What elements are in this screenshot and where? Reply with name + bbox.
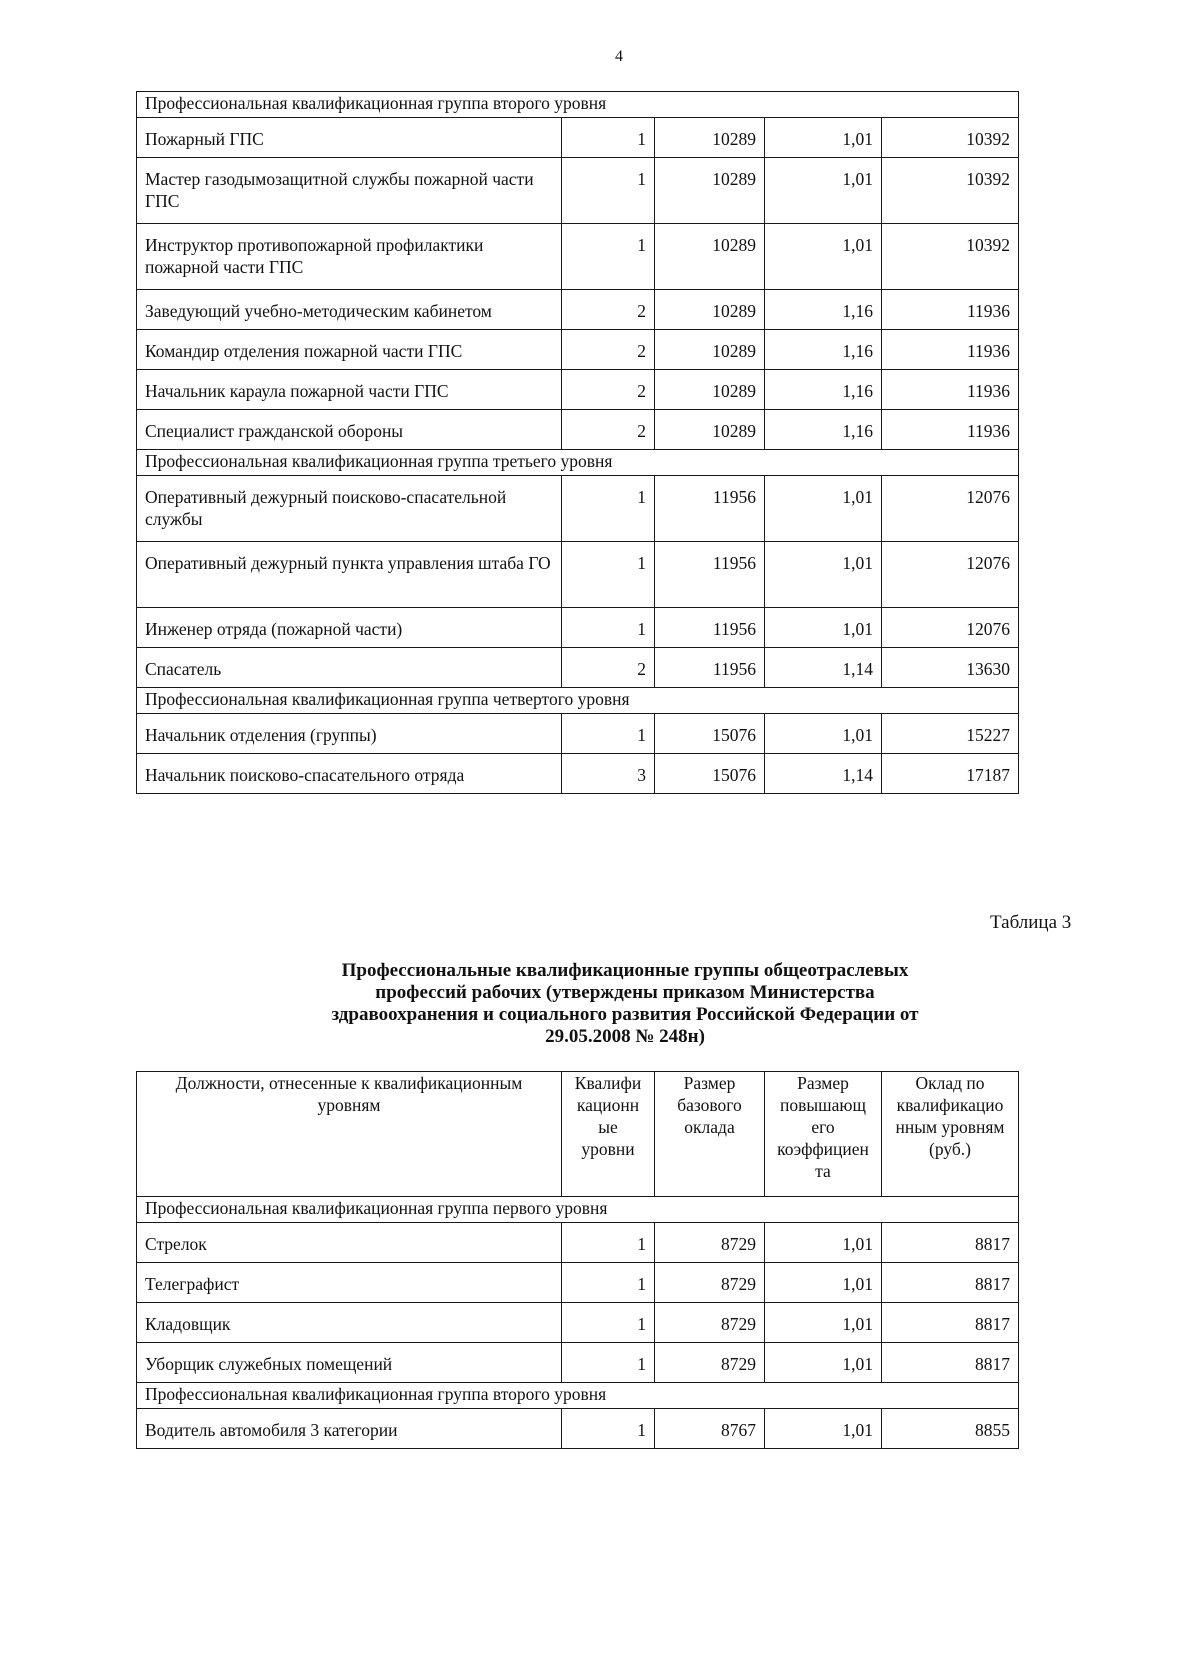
salary-by-level: 8817 xyxy=(882,1343,1019,1383)
position-name: Мастер газодымозащитной службы пожарной части ГПС xyxy=(137,158,562,224)
position-name: Командир отделения пожарной части ГПС xyxy=(137,330,562,370)
coefficient: 1,01 xyxy=(765,1343,882,1383)
group-title: Профессиональная квалификационная группа второго уровня xyxy=(137,1383,1019,1409)
group-header-row xyxy=(137,1383,1019,1409)
salary-table-continued xyxy=(136,91,1019,794)
qualification-level: 1 xyxy=(562,1303,655,1343)
base-salary: 8729 xyxy=(655,1263,765,1303)
group-header-row xyxy=(137,92,1019,118)
base-salary: 10289 xyxy=(655,410,765,450)
base-salary: 8767 xyxy=(655,1409,765,1449)
salary-by-level: 11936 xyxy=(882,410,1019,450)
table-row xyxy=(137,1343,1019,1383)
salary-by-level: 8817 xyxy=(882,1223,1019,1263)
qualification-level: 1 xyxy=(562,224,655,290)
base-salary: 11956 xyxy=(655,542,765,608)
table-row xyxy=(137,224,1019,290)
base-salary: 8729 xyxy=(655,1303,765,1343)
coefficient: 1,01 xyxy=(765,542,882,608)
position-name: Инструктор противопожарной профилактики пожарной части ГПС xyxy=(137,224,562,290)
page-number: 4 xyxy=(615,48,623,65)
base-salary: 10289 xyxy=(655,370,765,410)
qualification-level: 1 xyxy=(562,1343,655,1383)
position-name: Начальник поисково-спасательного отряда xyxy=(137,754,562,794)
salary-by-level: 8855 xyxy=(882,1409,1019,1449)
base-salary: 10289 xyxy=(655,290,765,330)
workers-salary-table xyxy=(136,1071,1019,1449)
header-coefficient: Размер повышающ его коэффициен та xyxy=(765,1072,882,1197)
table-caption: Профессиональные квалификационные группы общеотраслевых профессий рабочих (утверждены приказом Министерства здравоохранения и социального развития Российской Федерации от 29.05.2008 № 248н) xyxy=(331,960,919,1047)
coefficient: 1,01 xyxy=(765,158,882,224)
table-row xyxy=(137,714,1019,754)
position-name: Пожарный ГПС xyxy=(137,118,562,158)
qualification-level: 2 xyxy=(562,648,655,688)
workers-salary-table-body xyxy=(137,1197,1019,1449)
table-row xyxy=(137,158,1019,224)
table-row xyxy=(137,410,1019,450)
position-name: Начальник караула пожарной части ГПС xyxy=(137,370,562,410)
salary-by-level: 17187 xyxy=(882,754,1019,794)
coefficient: 1,01 xyxy=(765,1303,882,1343)
base-salary: 8729 xyxy=(655,1343,765,1383)
group-title: Профессиональная квалификационная группа первого уровня xyxy=(137,1197,1019,1223)
base-salary: 10289 xyxy=(655,118,765,158)
coefficient: 1,01 xyxy=(765,118,882,158)
table-row xyxy=(137,1223,1019,1263)
qualification-level: 2 xyxy=(562,370,655,410)
position-name: Стрелок xyxy=(137,1223,562,1263)
salary-by-level: 11936 xyxy=(882,330,1019,370)
qualification-level: 1 xyxy=(562,1409,655,1449)
salary-by-level: 12076 xyxy=(882,476,1019,542)
table-row xyxy=(137,476,1019,542)
coefficient: 1,16 xyxy=(765,290,882,330)
base-salary: 10289 xyxy=(655,330,765,370)
group-header-row xyxy=(137,450,1019,476)
qualification-level: 1 xyxy=(562,476,655,542)
qualification-level: 1 xyxy=(562,1263,655,1303)
position-name: Водитель автомобиля 3 категории xyxy=(137,1409,562,1449)
coefficient: 1,01 xyxy=(765,1223,882,1263)
base-salary: 10289 xyxy=(655,158,765,224)
base-salary: 8729 xyxy=(655,1223,765,1263)
position-name: Начальник отделения (группы) xyxy=(137,714,562,754)
salary-by-level: 8817 xyxy=(882,1263,1019,1303)
table-row xyxy=(137,1409,1019,1449)
position-name: Заведующий учебно-методическим кабинетом xyxy=(137,290,562,330)
base-salary: 11956 xyxy=(655,608,765,648)
header-base-salary: Размер базового оклада xyxy=(655,1072,765,1197)
salary-by-level: 10392 xyxy=(882,224,1019,290)
table-row xyxy=(137,648,1019,688)
coefficient: 1,16 xyxy=(765,330,882,370)
group-header-row xyxy=(137,1197,1019,1223)
qualification-level: 3 xyxy=(562,754,655,794)
base-salary: 15076 xyxy=(655,754,765,794)
group-title: Профессиональная квалификационная группа третьего уровня xyxy=(137,450,1019,476)
qualification-level: 1 xyxy=(562,118,655,158)
table-row xyxy=(137,754,1019,794)
table-header-row xyxy=(137,1072,1019,1197)
salary-by-level: 8817 xyxy=(882,1303,1019,1343)
salary-by-level: 12076 xyxy=(882,542,1019,608)
table-row xyxy=(137,290,1019,330)
salary-by-level: 12076 xyxy=(882,608,1019,648)
qualification-level: 1 xyxy=(562,608,655,648)
header-salary-by-level: Оклад по квалификацио нным уровням (руб.) xyxy=(882,1072,1019,1197)
position-name: Уборщик служебных помещений xyxy=(137,1343,562,1383)
position-name: Телеграфист xyxy=(137,1263,562,1303)
position-name: Спасатель xyxy=(137,648,562,688)
base-salary: 15076 xyxy=(655,714,765,754)
position-name: Оперативный дежурный поисково-спасательной службы xyxy=(137,476,562,542)
table-row xyxy=(137,330,1019,370)
group-header-row xyxy=(137,688,1019,714)
coefficient: 1,01 xyxy=(765,1409,882,1449)
table-row xyxy=(137,1263,1019,1303)
position-name: Специалист гражданской обороны xyxy=(137,410,562,450)
salary-by-level: 15227 xyxy=(882,714,1019,754)
coefficient: 1,14 xyxy=(765,754,882,794)
salary-by-level: 10392 xyxy=(882,118,1019,158)
position-name: Оперативный дежурный пункта управления штаба ГО xyxy=(137,542,562,608)
header-qualification-levels: Квалифи кационн ые уровни xyxy=(562,1072,655,1197)
header-positions: Должности, отнесенные к квалификационным уровням xyxy=(137,1072,562,1197)
salary-table-continued-body xyxy=(137,92,1019,794)
group-title: Профессиональная квалификационная группа четвертого уровня xyxy=(137,688,1019,714)
qualification-level: 1 xyxy=(562,158,655,224)
qualification-level: 2 xyxy=(562,410,655,450)
qualification-level: 1 xyxy=(562,542,655,608)
salary-by-level: 11936 xyxy=(882,370,1019,410)
qualification-level: 1 xyxy=(562,1223,655,1263)
base-salary: 10289 xyxy=(655,224,765,290)
salary-by-level: 11936 xyxy=(882,290,1019,330)
coefficient: 1,01 xyxy=(765,1263,882,1303)
coefficient: 1,16 xyxy=(765,370,882,410)
table-row xyxy=(137,608,1019,648)
coefficient: 1,01 xyxy=(765,714,882,754)
table-row xyxy=(137,118,1019,158)
table-row xyxy=(137,1303,1019,1343)
position-name: Кладовщик xyxy=(137,1303,562,1343)
table-label: Таблица 3 xyxy=(990,912,1072,933)
coefficient: 1,16 xyxy=(765,410,882,450)
base-salary: 11956 xyxy=(655,648,765,688)
coefficient: 1,01 xyxy=(765,476,882,542)
salary-by-level: 10392 xyxy=(882,158,1019,224)
position-name: Инженер отряда (пожарной части) xyxy=(137,608,562,648)
base-salary: 11956 xyxy=(655,476,765,542)
group-title: Профессиональная квалификационная группа второго уровня xyxy=(137,92,1019,118)
salary-by-level: 13630 xyxy=(882,648,1019,688)
table-row xyxy=(137,542,1019,608)
qualification-level: 2 xyxy=(562,330,655,370)
qualification-level: 1 xyxy=(562,714,655,754)
coefficient: 1,14 xyxy=(765,648,882,688)
coefficient: 1,01 xyxy=(765,224,882,290)
qualification-level: 2 xyxy=(562,290,655,330)
table-row xyxy=(137,370,1019,410)
coefficient: 1,01 xyxy=(765,608,882,648)
